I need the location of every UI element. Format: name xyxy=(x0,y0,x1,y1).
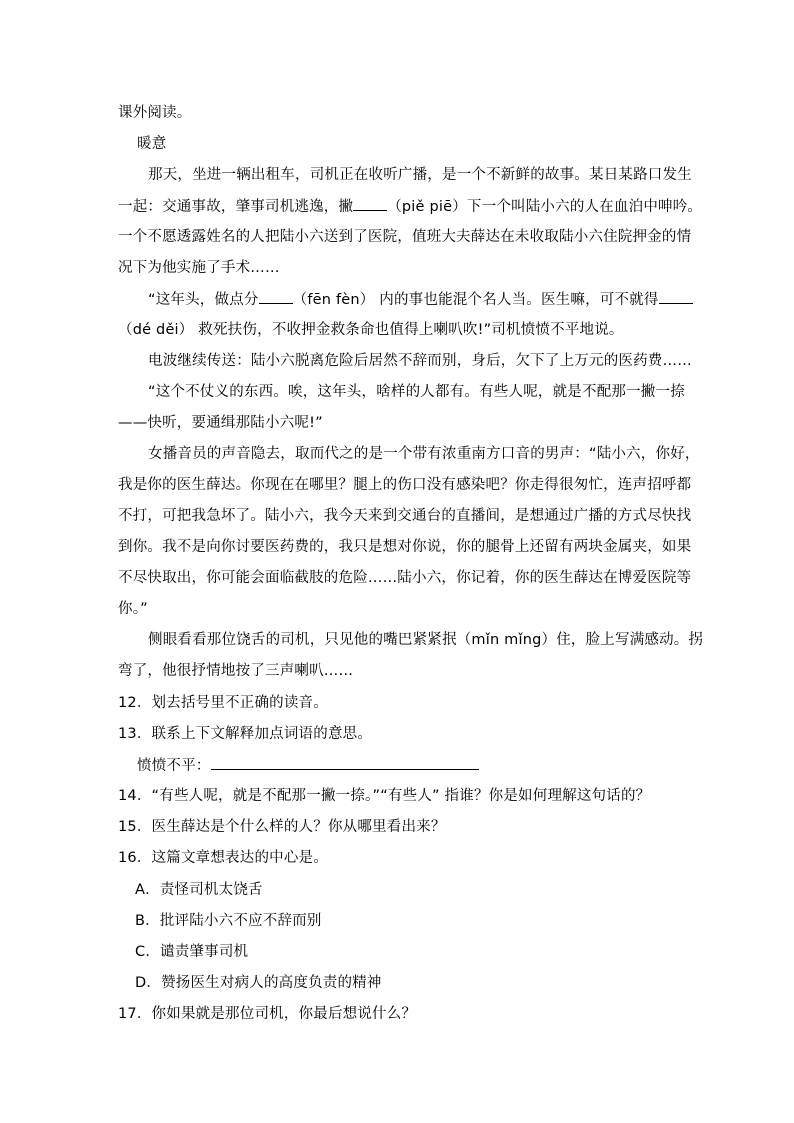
paragraph-line: 不打，可把我急坏了。陆小六，我今天来到交通台的直播间，是想通过广播的方式尽快找 xyxy=(118,508,692,524)
paragraph-line: ——快听，要通缉那陆小六呢!” xyxy=(118,415,323,431)
option-c[interactable]: C．谴责肇事司机 xyxy=(135,944,249,960)
question-15: 15．医生薛达是个什么样的人？你从哪里看出来？ xyxy=(118,819,446,835)
paragraph-line: 侧眼看看那位饶舌的司机，只见他的嘴巴紧紧抿（mǐn mǐng）住，脸上写满感动。拐 xyxy=(148,632,704,648)
paragraph-line: “这个不仗义的东西。唉，这年头，啥样的人都有。有些人呢，就是不配那一撇一捺 xyxy=(148,384,685,400)
story-title: 暖意 xyxy=(137,136,167,152)
option-b[interactable]: B．批评陆小六不应不辞而别 xyxy=(135,913,322,929)
question-13-answer-line xyxy=(137,755,479,776)
text-segment: （piě piē）下一个叫陆小六的人在血泊中呻吟。 xyxy=(387,199,703,215)
question-16: 16．这篇文章想表达的中心是。 xyxy=(118,850,328,866)
question-14: 14．“有些人呢，就是不配那一撇一捺。”“有些人” 指谁？你是如何理解这句话的？ xyxy=(118,788,651,804)
paragraph-line: 那天，坐进一辆出租车，司机正在收听广播，是一个不新鲜的故事。某日某路口发生 xyxy=(148,167,692,183)
answer-blank[interactable] xyxy=(259,289,293,304)
question-13: 13．联系上下文解释加点词语的意思。 xyxy=(118,726,373,742)
paragraph-line: 况下为他实施了手术…… xyxy=(118,260,280,276)
text-segment: 一起：交通事故，肇事司机逃逸，撇 xyxy=(118,199,354,215)
paragraph-line: （dé děi） 救死扶伤，不收押金救条命也值得上喇叭吹!”司机愤愤不平地说。 xyxy=(118,322,624,338)
paragraph-line: 你。” xyxy=(118,601,148,617)
paragraph-line xyxy=(118,196,702,217)
paragraph-line: 女播音员的声音隐去，取而代之的是一个带有浓重南方口音的男声：“陆小六，你好， xyxy=(148,446,700,462)
question-17: 17．你如果就是那位司机，你最后想说什么？ xyxy=(118,1006,417,1022)
paragraph-line: 电波继续传送：陆小六脱离危险后居然不辞而别，身后，欠下了上万元的医药费…… xyxy=(148,353,692,369)
paragraph-line xyxy=(148,289,693,310)
question-12: 12．划去括号里不正确的读音。 xyxy=(118,695,328,711)
option-a[interactable]: A．责怪司机太饶舌 xyxy=(135,882,263,898)
section-heading: 课外阅读。 xyxy=(118,105,192,121)
paragraph-line: 到你。我不是向你讨要医药费的，我只是想对你说，你的腿骨上还留有两块金属夹，如果 xyxy=(118,539,692,555)
paragraph-line: 一个不愿透露姓名的人把陆小六送到了医院，值班大夫薛达在未收取陆小六住院押金的情 xyxy=(118,229,692,245)
text-segment: “这年头，做点分 xyxy=(148,292,259,308)
paragraph-line: 弯了，他很抒情地按了三声喇叭…… xyxy=(118,663,354,679)
option-d[interactable]: D．赞扬医生对病人的高度负责的精神 xyxy=(135,975,382,991)
paragraph-line: 我是你的医生薛达。你现在在哪里？腿上的伤口没有感染吧？你走得很匆忙，连声招呼都 xyxy=(118,477,692,493)
text-segment: （fēn fèn） 内的事也能混个名人当。医生嘛，可不就得 xyxy=(292,292,659,308)
answer-blank[interactable] xyxy=(353,196,387,211)
answer-blank[interactable] xyxy=(211,755,479,770)
term-label: 愤愤不平： xyxy=(137,758,211,774)
paragraph-line: 不尽快取出，你可能会面临截肢的危险……陆小六，你记着，你的医生薛达在博爱医院等 xyxy=(118,570,692,586)
answer-blank[interactable] xyxy=(659,289,693,304)
